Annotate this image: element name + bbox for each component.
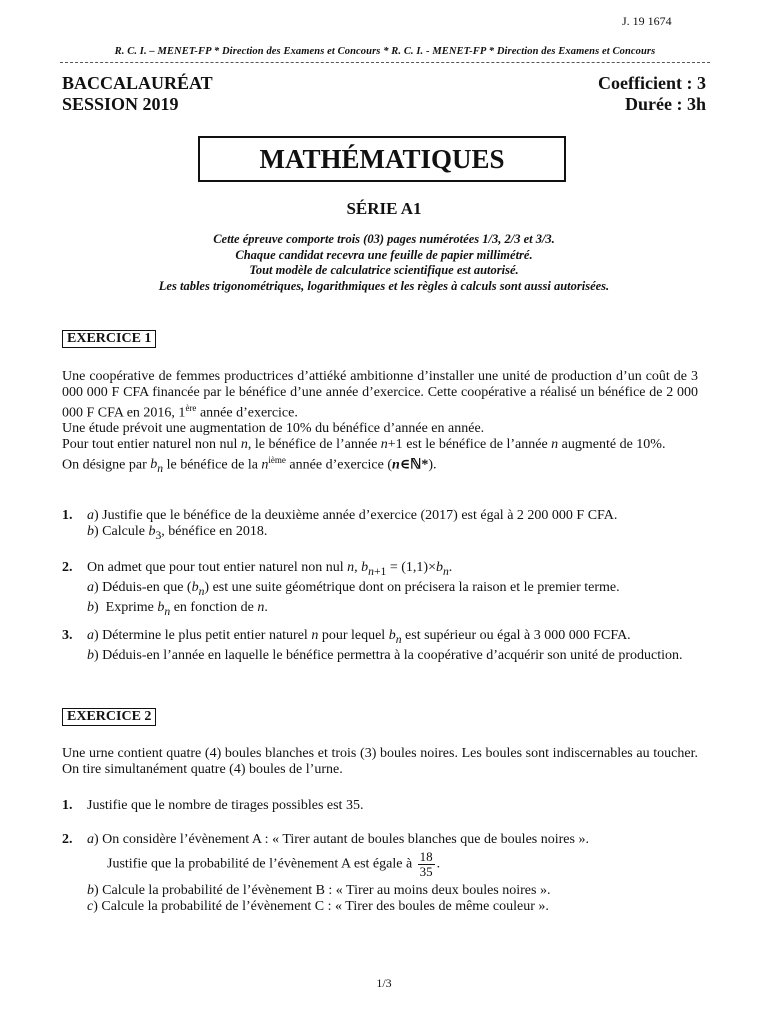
exam-header-right [598, 73, 706, 115]
exam-session: SESSION 2019 [62, 94, 179, 114]
question-number: 1. [62, 508, 73, 523]
exercise-2-question-1: 1. Justifie que le nombre de tirages possibles est 35. [62, 798, 364, 813]
exercise-1-question-2: 2. On admet que pour tout entier naturel non nul n, $b_{n+1} = (1,1)\times b_n$. a) Déduis-en que $(b_n)$ est une suite géométrique dont on précisera la raison et le premier terme. b) Exprime $b_n$ en fonction de n. [62, 560, 620, 618]
exam-header-left [62, 73, 213, 115]
question-number: 1. [62, 798, 73, 813]
exercise-2-intro: Une urne contient quatre (4) boules blanches et trois (3) boules noires. Les boules sont indiscernables au toucher. On tire simultanément quatre (4) boules de l’urne. [62, 746, 698, 777]
exercise-1-question-3: 3. a) Détermine le plus petit entier naturel n pour lequel $b_n$ est supérieur ou égal à 3 000 000 FCFA. b) Déduis-en l’année en laquelle le bénéfice permettra à la coopérative d’acquérir son unité de production. [62, 628, 683, 663]
subject-title: MATHÉMATIQUES [198, 136, 566, 182]
page-number: 1/3 [376, 976, 392, 990]
exercise-2-question-2: 2. a) On considère l’évènement A : « Tirer autant de boules blanches que de boules noires ». Justifie que la probabilité de l’évènement A est égale à $\frac{18}{35}$ . b) Calcule la probabilité de l’évènement B : « Tirer au moins deux boules noires ». c) Calcule la probabilité de l’évènement C : « Tirer des boules de même couleur ». [62, 832, 589, 914]
exam-name: BACCALAURÉAT [62, 73, 213, 93]
exercise-1-heading: EXERCICE 1 [62, 330, 156, 348]
instruction-line: Les tables trigonométriques, logarithmiques et les règles à calculs sont aussi autorisées. [158, 278, 610, 293]
serie-label: SÉRIE A1 [346, 199, 422, 218]
question-number: 2. [62, 560, 73, 575]
instructions [0, 232, 768, 294]
exercise-2-heading: EXERCICE 2 [62, 708, 156, 726]
intro-line: On désigne par $b_n$ le bénéfice de la $n^{ième}$ année d’exercice (n∈ℕ*). [62, 454, 437, 476]
exercise-1-question-1: 1. a) Justifie que le bénéfice de la deuxième année d’exercice (2017) est égal à 2 200 000 F CFA. b) Calcule $b_3$, bénéfice en 2018. [62, 508, 618, 542]
exercise-1-intro [62, 369, 698, 477]
ministry-banner: R. C. I. – MENET-FP * Direction des Examens et Concours * R. C. I. - MENET-FP * Direction des Examens et Concours [114, 46, 656, 57]
question-number: 2. [62, 832, 73, 847]
instruction-line: Chaque candidat recevra une feuille de papier millimétré. [235, 247, 533, 262]
intro-line: Une étude prévoit une augmentation de 10% du bénéfice d’année en année. [62, 421, 485, 437]
question-number: 3. [62, 628, 73, 643]
probability-fraction: $\frac{18}{35}$ [419, 849, 433, 879]
duration: Durée : 3h [625, 94, 706, 114]
banner-rule [60, 62, 710, 63]
coefficient: Coefficient : 3 [598, 73, 706, 93]
instruction-line: Tout modèle de calculatrice scientifique est autorisé. [249, 263, 519, 277]
document-reference: J. 19 1674 [622, 14, 672, 28]
intro-paragraph: Une coopérative de femmes productrices d’attiéké ambitionne d’installer une unité de production d’un coût de 3 000 000 F CFA financée par le bénéfice d’une année d’exercice. Cette coopérative a réalisé un bénéfice de 2 000 000 F CFA en 2016, 1ère année d’exercice. [62, 369, 698, 421]
intro-line: Pour tout entier naturel non nul n, le bénéfice de l’année n+1 est le bénéfice de l’année n augmenté de 10%. [62, 436, 666, 452]
instruction-line: Cette épreuve comporte trois (03) pages numérotées 1/3, 2/3 et 3/3. [213, 232, 555, 246]
